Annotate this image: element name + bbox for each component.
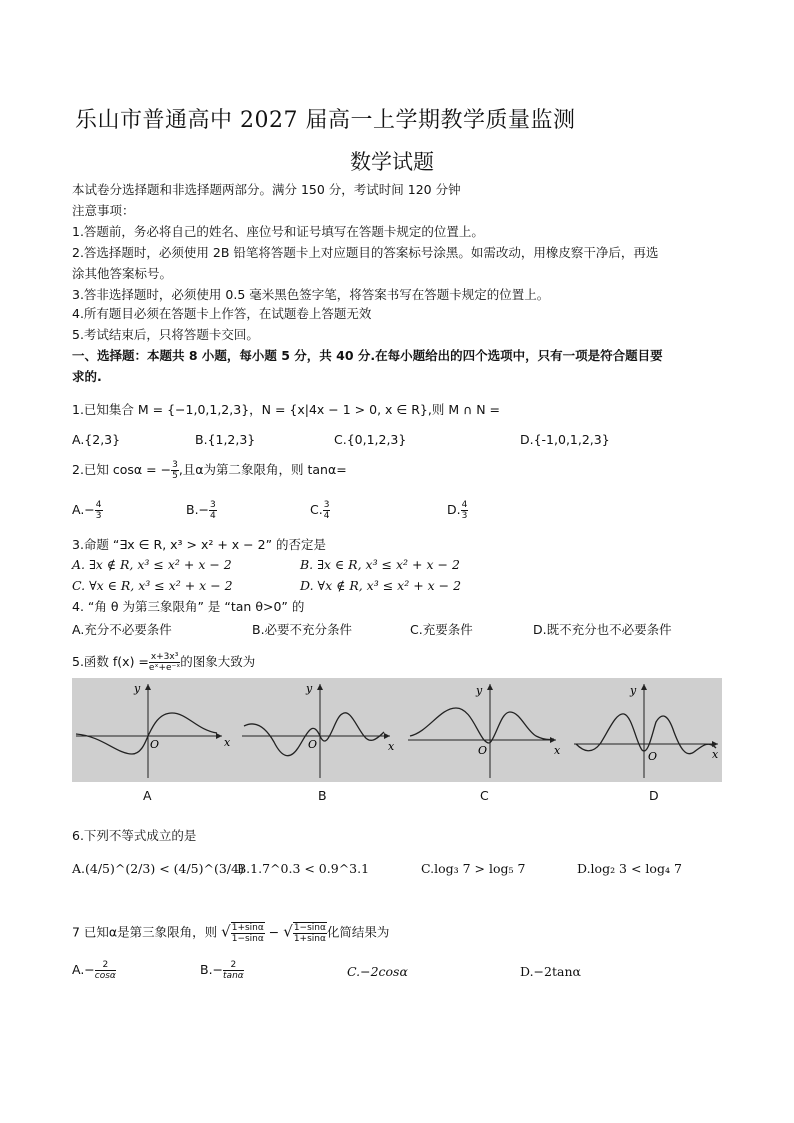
q3-option-b: B. ∃x ∈ R, x³ ≤ x² + x − 2 [300,557,460,572]
q5-stem-post: 的图象大致为 [180,654,256,669]
graph-x-label: x [224,736,231,749]
q4-stem: 4. “角 θ 为第三象限角” 是 “tan θ>0” 的 [72,599,305,614]
q7-stem-post: 化简结果为 [326,924,390,940]
graph-y-label: y [306,682,313,695]
q4-option-d: D.既不充分也不必要条件 [533,622,672,637]
graph-x-label: x [388,740,395,753]
graph-label-b: B [318,788,327,803]
q6-option-a: A.(4/5)^(2/3) < (4/5)^(3/4) [72,861,244,876]
q6-option-c: C.log₃ 7 > log₅ 7 [421,861,526,876]
graph-y-label: y [476,684,483,697]
graph-origin-label: O [150,738,160,751]
note-item: 5.考试结束后，只将答题卡交回。 [72,327,259,342]
frac-den: cosα [94,971,116,981]
option-prefix: D. [447,502,461,517]
frac-num: 2 [95,960,116,971]
frac-den: 4 [210,511,216,521]
frac-den: 3 [95,511,102,521]
frac-num: 3 [172,460,178,470]
option-prefix: B.− [186,502,210,517]
graph-origin-label: O [478,744,488,757]
frac-num: 2 [223,960,244,971]
graph-x-label: x [712,748,719,761]
frac-den: 1+sinα [293,934,326,944]
frac-num: 1−sinα [293,923,326,933]
q5-fraction [149,652,180,673]
option-fraction [95,500,103,521]
exam-title: 乐山市普通高中 2027 届高一上学期教学质量监测 [75,108,576,133]
frac-num: 1+sinα [231,923,264,933]
q6-option-b: B.1.7^0.3 < 0.9^3.1 [237,861,370,876]
graph-origin-label: O [648,750,658,763]
graph-b [238,678,400,782]
q1-option-b: B.{1,2,3} [195,432,256,447]
frac-den: 5 [172,471,178,481]
q1-option-d: D.{-1,0,1,2,3} [520,432,610,447]
q7-radical-1 [231,922,265,944]
graph-label-c: C [480,788,489,803]
q2-stem [72,460,347,481]
option-prefix: B.− [200,962,224,977]
frac-den: 3 [461,511,468,521]
q2-option-b [186,500,217,521]
option-prefix: A.− [72,502,95,517]
q7-option-d: D.−2tanα [520,964,581,979]
intro-line: 本试卷分选择题和非选择题两部分。满分 150 分，考试时间 120 分钟 [72,182,461,197]
q2-stem-post: ,且α为第二象限角，则 tanα= [178,462,347,477]
q7-option-a [72,960,116,981]
graph-x-label: x [554,744,561,757]
frac-den: tanα [223,971,244,981]
graph-y-label: y [630,684,637,697]
frac-num: 3 [210,500,216,510]
q7-option-b [200,960,244,981]
graph-origin-label: O [308,738,318,751]
q7-stem [72,922,389,944]
q5-stem [72,652,255,673]
graph-d [568,678,730,782]
exam-subtitle: 数学试题 [350,150,434,174]
notice-heading: 注意事项： [72,203,135,218]
q2-option-c [310,500,330,521]
section-heading: 一、选择题：本题共 8 小题，每小题 5 分，共 40 分.在每小题给出的四个选项中，只有一项是符合题目要 [72,348,663,363]
option-fraction [323,500,331,521]
note-item: 涂其他答案标号。 [72,266,173,281]
q3-option-a: A. ∃x ∉ R, x³ ≤ x² + x − 2 [72,557,232,572]
function-graphs-photo [72,678,722,782]
q2-fraction [171,460,179,481]
note-item: 1.答题前，务必将自己的姓名、座位号和证号填写在答题卡规定的位置上。 [72,224,484,239]
frac-den: 4 [323,511,330,521]
note-item: 3.答非选择题时，必须使用 0.5 毫米黑色签字笔，将答案书写在答题卡规定的位置上。 [72,287,550,302]
frac-num: 4 [95,500,102,510]
graph-label-d: D [649,788,659,803]
q7-option-c: C.−2cosα [347,964,408,979]
q7-stem-pre: 7 已知α是第三象限角，则 [72,924,218,940]
q3-stem: 3.命题 “∃x ∈ R, x³ > x² + x − 2” 的否定是 [72,537,327,552]
note-item: 4.所有题目必须在答题卡上作答，在试题卷上答题无效 [72,306,372,321]
graph-label-a: A [143,788,152,803]
q4-option-b: B.必要不充分条件 [252,622,353,637]
option-fraction [223,960,244,981]
q6-option-d: D.log₂ 3 < log₄ 7 [577,861,682,876]
graph-c [404,678,566,782]
option-fraction [461,500,469,521]
option-fraction [95,960,116,981]
minus-sign: − [268,924,280,940]
q2-option-d [447,500,468,521]
q2-stem-pre: 2.已知 cosα = − [72,462,172,477]
option-prefix: A.− [72,962,95,977]
frac-den: eˣ+e⁻ˣ [148,663,181,673]
q2-option-a [72,500,103,521]
q3-option-c: C. ∀x ∈ R, x³ ≤ x² + x − 2 [72,578,233,593]
option-fraction [209,500,217,521]
q7-radical-2 [293,922,327,944]
q1-option-c: C.{0,1,2,3} [334,432,407,447]
sqrt-icon: √ [221,922,231,941]
sqrt-icon: √ [283,922,293,941]
note-item: 2.答选择题时，必须使用 2B 铅笔将答题卡上对应题目的答案标号涂黑。如需改动，用橡皮察干净后，再选 [72,245,659,260]
graph-a [72,678,234,782]
frac-num: 3 [323,500,330,510]
frac-num: 4 [461,500,468,510]
frac-den: 1−sinα [231,934,264,944]
graph-y-label: y [134,682,141,695]
q3-option-d: D. ∀x ∉ R, x³ ≤ x² + x − 2 [300,578,462,593]
option-prefix: C. [310,502,323,517]
q4-option-a: A.充分不必要条件 [72,622,172,637]
q1-option-a: A.{2,3} [72,432,121,447]
section-heading-cont: 求的. [72,369,102,384]
q5-stem-pre: 5.函数 f(x) = [72,654,149,669]
q1-stem: 1.已知集合 M = {−1,0,1,2,3}，N = {x|4x − 1 > 0, x ∈ R},则 M ∩ N = [72,402,501,417]
q4-option-c: C.充要条件 [410,622,473,637]
q6-stem: 6.下列不等式成立的是 [72,828,197,843]
frac-num: x+3x³ [150,652,179,662]
